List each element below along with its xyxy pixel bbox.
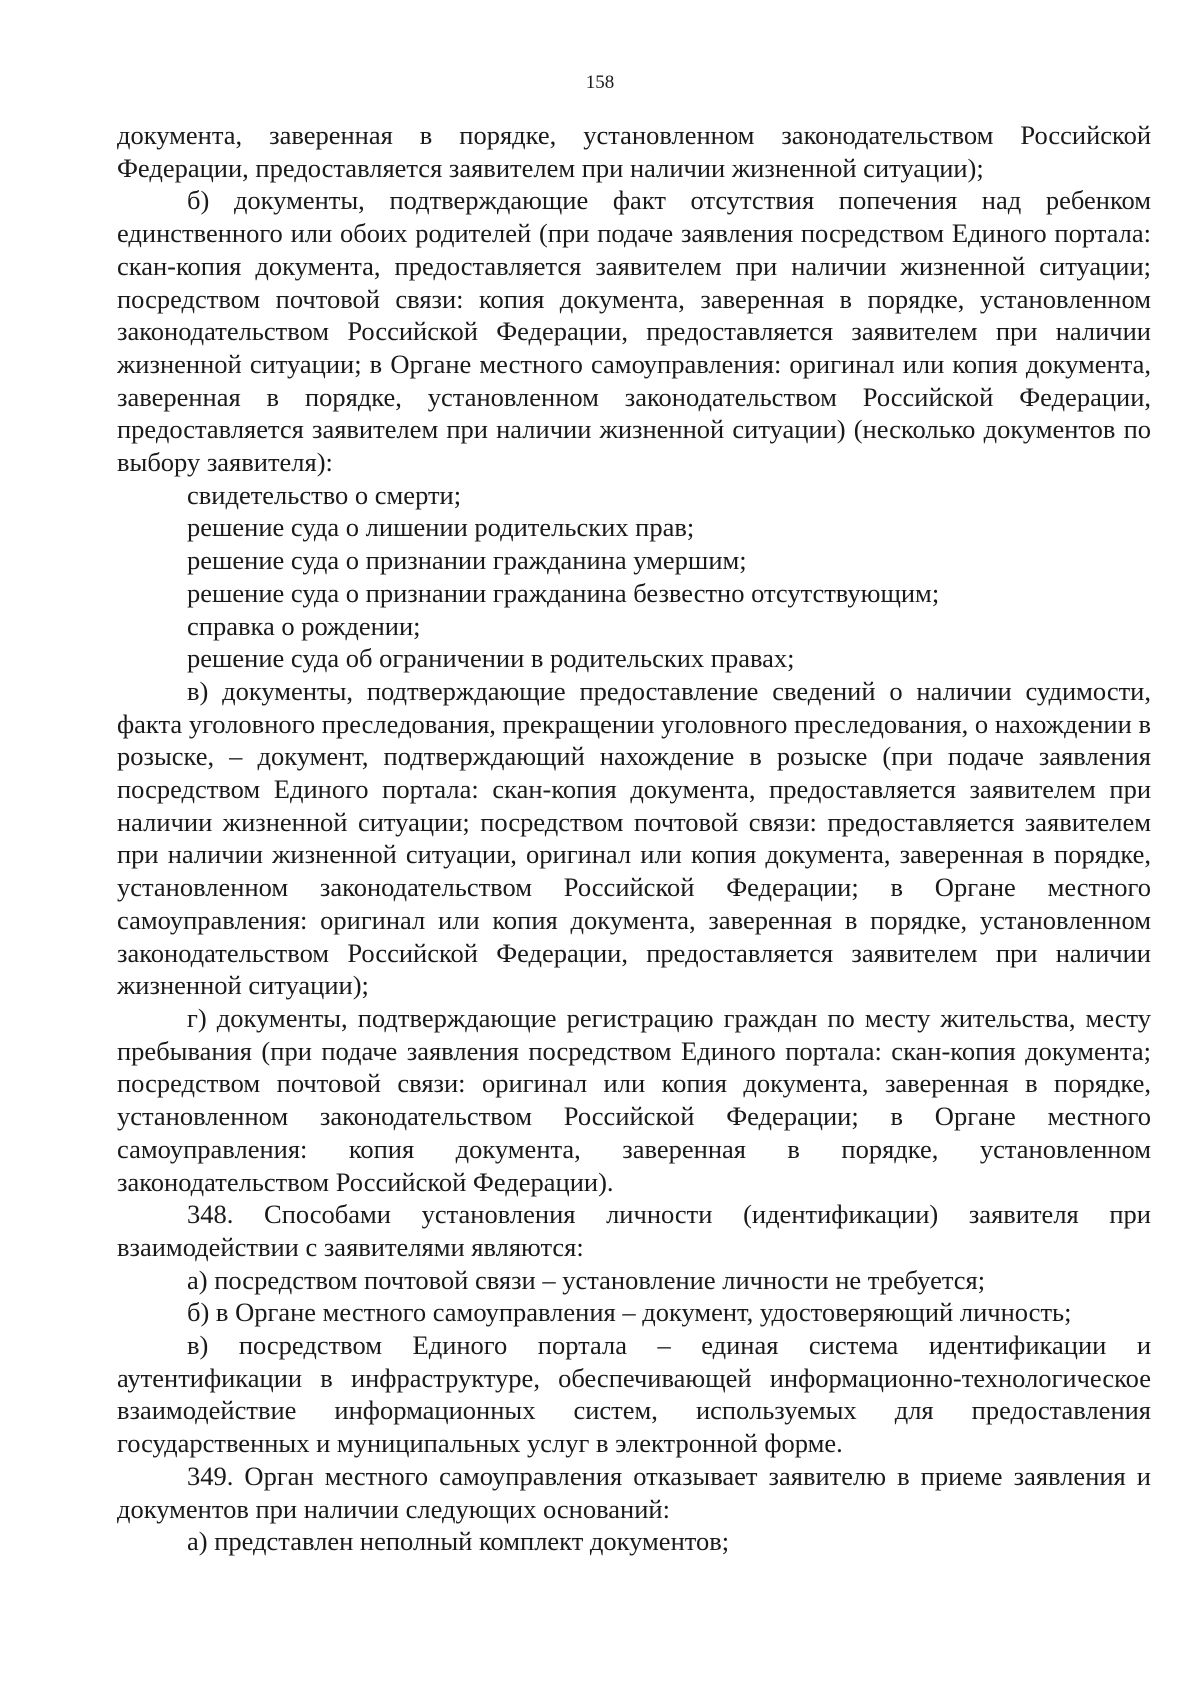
list-item: решение суда о признании гражданина умершим;	[187, 545, 747, 576]
paragraph-item-g: г) документы, подтверждающие регистрацию граждан по месту жительства, месту пребывания (при подаче заявления посредством Единого портала: скан-копия документа; посредством почтовой связи: оригинал или копия документа, заверенная в порядке, установленном законодательством Российской Федерации; в Органе местного самоуправления: копия документа, заверенная в порядке, установленном законодательством Российской Федерации).	[117, 1002, 1151, 1197]
paragraph-349: 349. Орган местного самоуправления отказывает заявителю в приеме заявления и документов при наличии следующих оснований:	[117, 1460, 1151, 1524]
list-item: свидетельство о смерти;	[187, 479, 462, 510]
list-item: а) представлен неполный комплект документов;	[187, 1526, 730, 1557]
list-item: а) посредством почтовой связи – установление личности не требуется;	[187, 1264, 986, 1295]
paragraph-continuation: документа, заверенная в порядке, установленном законодательством Российской Федерации, предоставляется заявителем при наличии жизненной ситуации);	[117, 120, 1151, 183]
page-number: 158	[585, 72, 615, 93]
list-item: решение суда о лишении родительских прав;	[187, 512, 695, 543]
document-body	[117, 119, 1151, 1558]
list-item: справка о рождении;	[187, 610, 421, 641]
paragraph-item-b: б) документы, подтверждающие факт отсутствия попечения над ребенком единственного или обоих родителей (при подаче заявления посредством Единого портала: скан-копия документа, предоставляется заявителем при наличии жизненной ситуации; посредством почтовой связи: копия документа, заверенная в порядке, установленном законодательством Российской Федерации, предоставляется заявителем при наличии жизненной ситуации; в Органе местного самоуправления: оригинал или копия документа, заверенная в порядке, установленном законодательством Российской Федерации, предоставляется заявителем при наличии жизненной ситуации) (несколько документов по выбору заявителя):	[117, 185, 1151, 478]
paragraph-item-v: в) документы, подтверждающие предоставление сведений о наличии судимости, факта уголовного преследования, прекращении уголовного преследования, о нахождении в розыске, – документ, подтверждающий нахождение в розыске (при подаче заявления посредством Единого портала: скан-копия документа, предоставляется заявителем при наличии жизненной ситуации; посредством почтовой связи: предоставляется заявителем при наличии жизненной ситуации, оригинал или копия документа, заверенная в порядке, установленном законодательством Российской Федерации; в Органе местного самоуправления: оригинал или копия документа, заверенная в порядке, установленном законодательством Российской Федерации, предоставляется заявителем при наличии жизненной ситуации);	[117, 675, 1151, 1001]
list-item: решение суда об ограничении в родительских правах;	[187, 643, 795, 674]
paragraph-348: 348. Способами установления личности (идентификации) заявителя при взаимодействии с заявителями являются:	[117, 1199, 1151, 1262]
paragraph-348-v: в) посредством Единого портала – единая система идентификации и аутентификации в инфраструктуре, обеспечивающей информационно-технологическое взаимодействие информационных систем, используемых для предоставления государственных и муниципальных услуг в электронной форме.	[117, 1330, 1151, 1459]
list-item: решение суда о признании гражданина безвестно отсутствующим;	[187, 577, 940, 608]
list-item: б) в Органе местного самоуправления – документ, удостоверяющий личность;	[187, 1297, 1072, 1328]
